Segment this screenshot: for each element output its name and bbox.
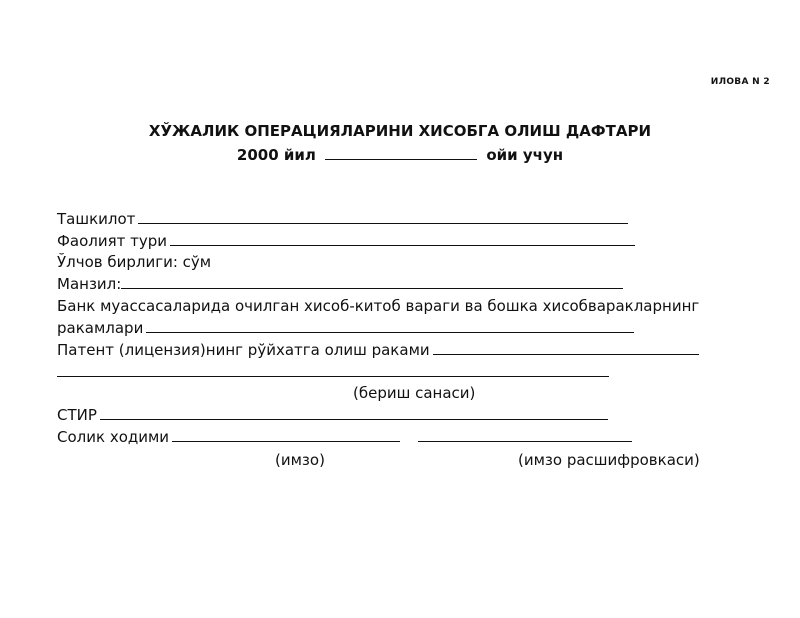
annex-number: ИЛОВА N 2 xyxy=(710,77,770,87)
tin-label: СТИР xyxy=(57,406,97,424)
activity-type-field xyxy=(57,232,635,250)
patent-continuation-blank-line xyxy=(57,363,609,377)
signature-decoding-caption: (имзо расшифровкаси) xyxy=(518,451,700,469)
tax-officer-field xyxy=(57,428,632,446)
tin-blank-line xyxy=(100,406,608,420)
bank-accounts-label: Банк муассасаларида очилган хисоб-китоб вараги ва бошка хисобваракларнинг xyxy=(57,297,700,315)
address-blank-line xyxy=(121,275,623,289)
document-title: ХЎЖАЛИК ОПЕРАЦИЯЛАРИНИ ХИСОБГА ОЛИШ ДАФТАРИ xyxy=(148,122,652,140)
tin-field xyxy=(57,406,608,424)
bank-accounts-field-line2 xyxy=(57,319,634,337)
signature-blank-line xyxy=(172,428,400,442)
bank-accounts-field-line1 xyxy=(57,297,699,315)
organization-label: Ташкилот xyxy=(57,210,136,228)
organization-field xyxy=(57,210,628,228)
patent-blank-line xyxy=(433,341,699,355)
address-label: Манзил: xyxy=(57,275,122,293)
patent-label: Патент (лицензия)нинг рўйхатга олиш раками xyxy=(57,341,430,359)
bank-accounts-blank-line xyxy=(146,319,634,333)
patent-continuation-field xyxy=(57,363,609,381)
address-field xyxy=(57,275,623,293)
unit-label: Ўлчов бирлиги: сўм xyxy=(57,253,212,271)
activity-type-blank-line xyxy=(170,232,635,246)
year-suffix: ойи учун xyxy=(486,146,564,164)
organization-blank-line xyxy=(138,210,628,224)
tax-officer-label: Солик ходими xyxy=(57,428,170,446)
signature-caption: (имзо) xyxy=(275,451,325,469)
issue-date-caption: (бериш санаси) xyxy=(353,384,476,402)
patent-field xyxy=(57,341,699,359)
activity-type-label: Фаолият тури xyxy=(57,232,168,250)
month-blank-line xyxy=(325,146,477,160)
bank-accounts-label-continued: ракамлари xyxy=(57,319,144,337)
unit-field xyxy=(57,253,211,271)
signature-decoding-blank-line xyxy=(418,428,632,442)
year-prefix: 2000 йил xyxy=(236,146,316,164)
document-subtitle xyxy=(0,146,800,164)
